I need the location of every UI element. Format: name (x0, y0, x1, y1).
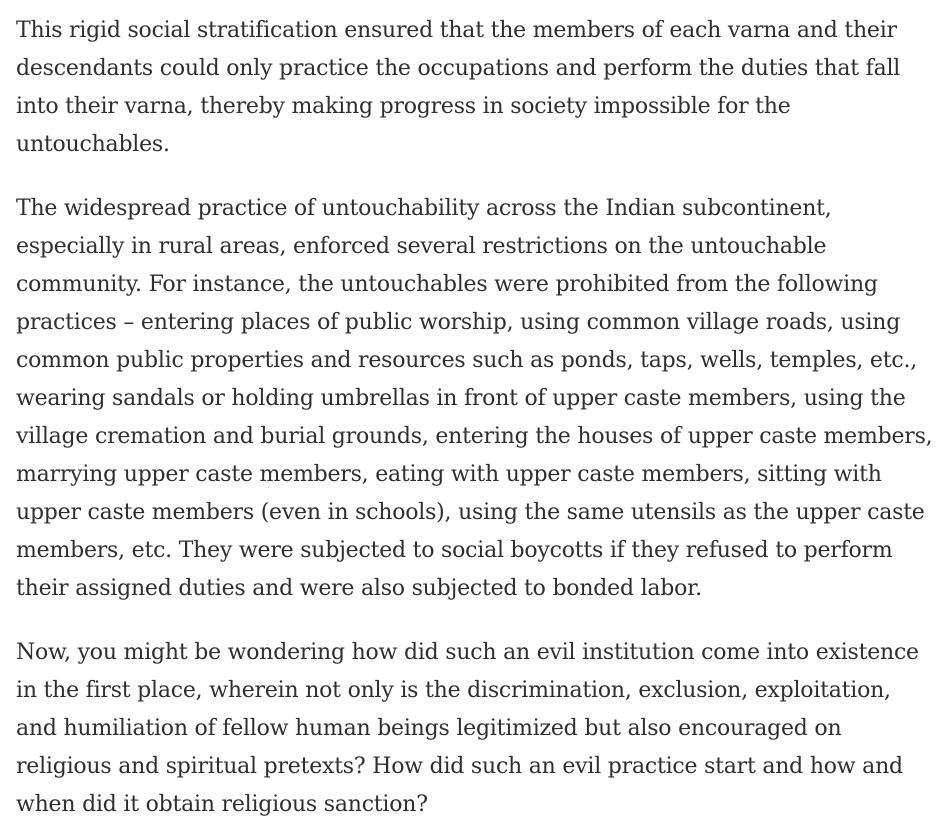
paragraph-varna-stratification: This rigid social stratification ensured that the members of each varna and their descendants could only practice the occupations and perform the duties that fall into their varna, thereby making progress in society impossible for the untouchables. (16, 18, 901, 157)
paragraph-untouchability-restrictions: The widespread practice of untouchability across the Indian subcontinent, especially in rural areas, enforced several restrictions on the untouchable community. For instance, the untouchables were prohibited from the following practices – entering places of public worship, using common village roads, using common public properties and resources such as ponds, taps, wells, temples, etc., wearing sandals or holding umbrellas in front of upper caste members, using the village cremation and burial grounds, entering the houses of upper caste members, marrying upper caste members, eating with upper caste members, sitting with upper caste members (even in schools), using the same utensils as the upper caste members, etc. They were subjected to social boycotts if they refused to perform their assigned duties and were also subjected to bonded labor. (16, 196, 933, 601)
paragraph-origin-question: Now, you might be wondering how did such an evil institution come into existence in the first place, wherein not only is the discrimination, exclusion, exploitation, and humiliation of fellow human beings legitimized but also encouraged on religious and spiritual pretexts? How did such an evil practice start and how and when did it obtain religious sanction? (16, 640, 919, 817)
